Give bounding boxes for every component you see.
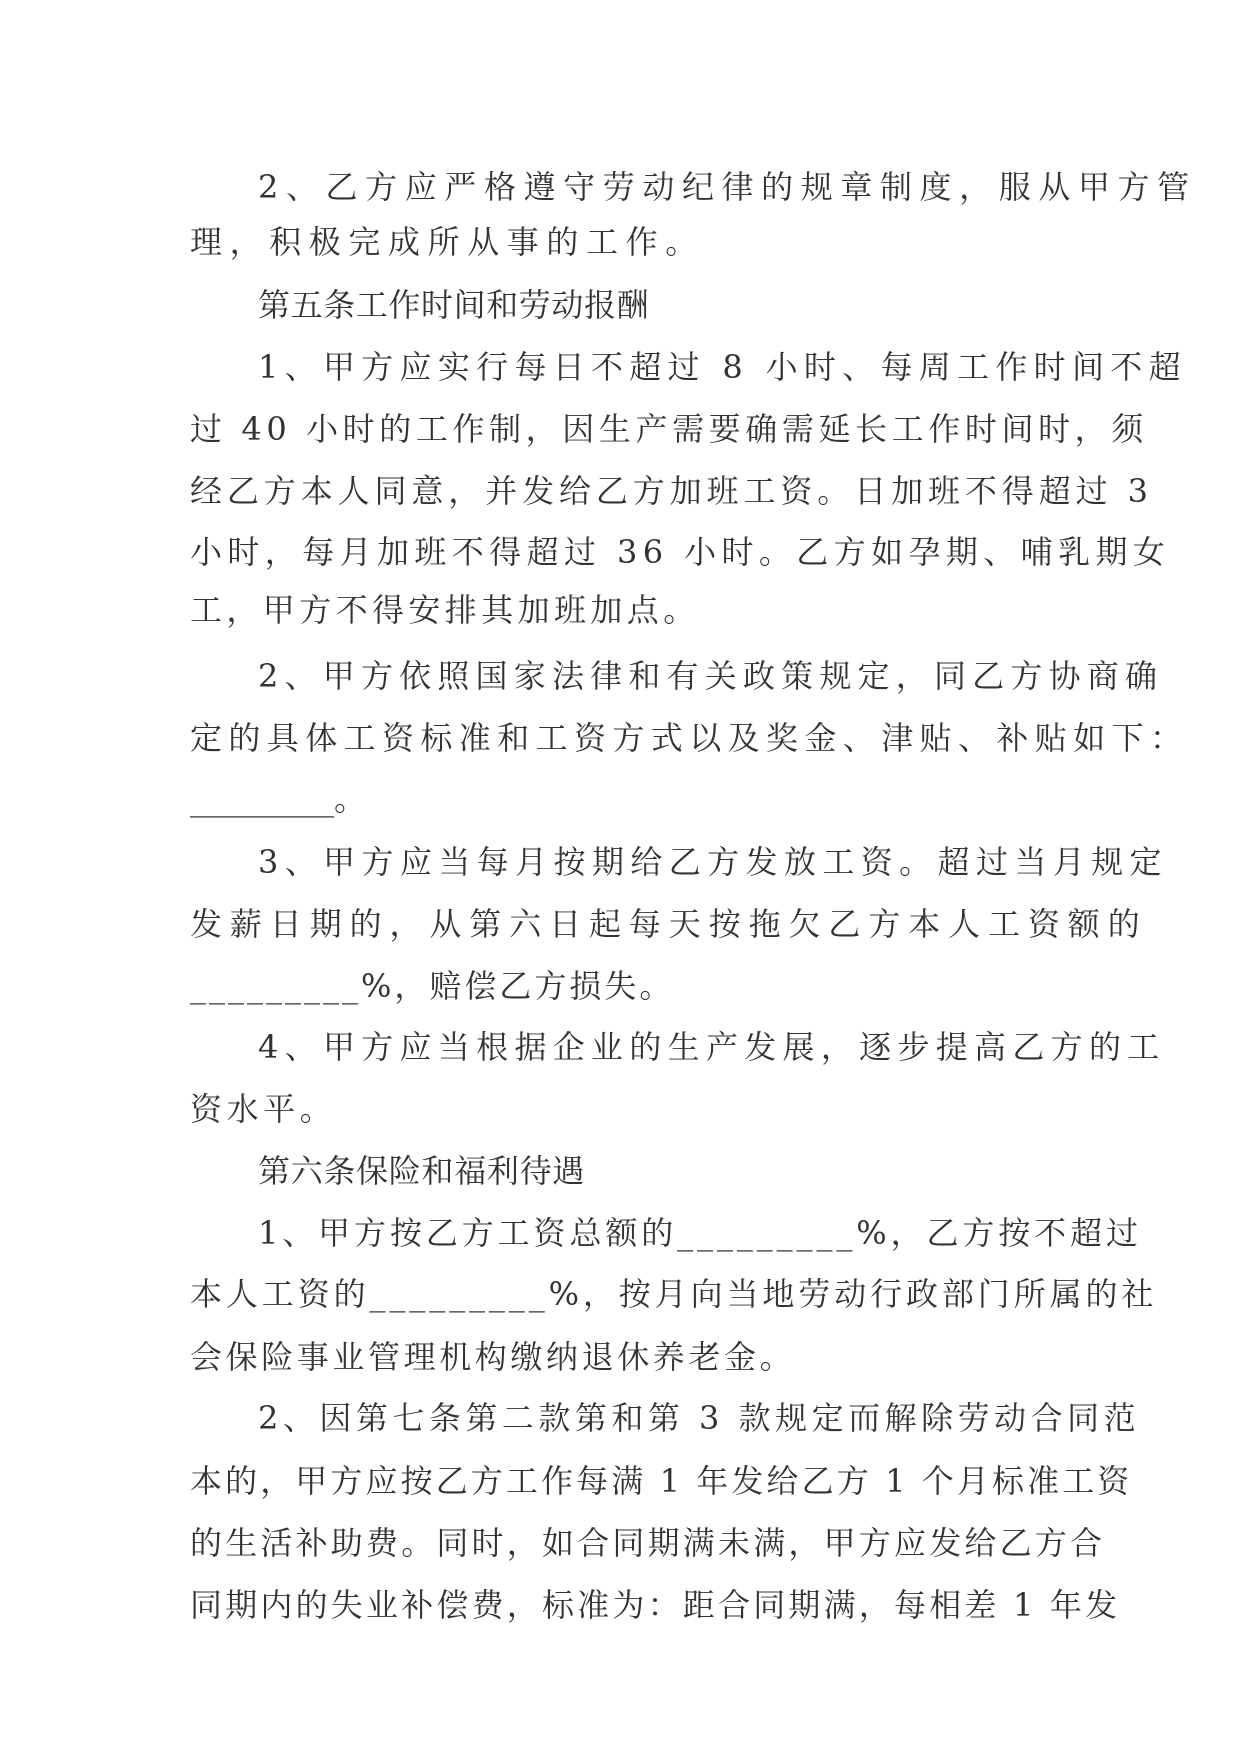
- text-line: 发薪日期的，从第六日起每天按拖欠乙方本人工资额的: [190, 905, 1148, 943]
- section-heading: 第五条工作时间和劳动报酬: [258, 286, 650, 324]
- text-line: _________。: [190, 780, 367, 818]
- text-line: 过 40 小时的工作制，因生产需要确需延长工作时间时，须: [190, 410, 1148, 448]
- text-line: 4、甲方应当根据企业的生产发展，逐步提高乙方的工: [258, 1028, 1166, 1066]
- text-line: 资水平。: [190, 1090, 337, 1128]
- text-line: 小时，每月加班不得超过 36 小时。乙方如孕期、哺乳期女: [190, 533, 1171, 571]
- text-line: 定的具体工资标准和工资方式以及奖金、津贴、补贴如下：: [190, 719, 1189, 757]
- text-line: 经乙方本人同意，并发给乙方加班工资。日加班不得超过 3: [190, 472, 1153, 510]
- section-heading: 第六条保险和福利待遇: [258, 1152, 586, 1190]
- text-line: 会保险事业管理机构缴纳退休养老金。: [190, 1338, 796, 1376]
- text-line: 本的，甲方应按乙方工作每满 1 年发给乙方 1 个月标准工资: [190, 1462, 1133, 1500]
- text-line: 2、乙方应严格遵守劳动纪律的规章制度，服从甲方管: [258, 168, 1197, 206]
- text-line: 2、甲方依照国家法律和有关政策规定，同乙方协商确: [258, 657, 1164, 695]
- text-line: _________%，赔偿乙方损失。: [190, 967, 675, 1005]
- text-line: 2、因第七条第二款第和第 3 款规定而解除劳动合同范: [258, 1399, 1141, 1437]
- text-line: 1、甲方按乙方工资总额的_________%，乙方按不超过: [258, 1214, 1142, 1252]
- text-line: 3、甲方应当每月按期给乙方发放工资。超过当月规定: [258, 843, 1168, 881]
- text-line: 工，甲方不得安排其加班加点。: [190, 591, 700, 629]
- text-line: 1、甲方应实行每日不超过 8 小时、每周工作时间不超: [258, 348, 1187, 386]
- text-line: 的生活补助费。同时，如合同期满未满，甲方应发给乙方合: [190, 1524, 1106, 1562]
- text-line: 同期内的失业补偿费，标准为：距合同期满，每相差 1 年发: [190, 1586, 1121, 1624]
- text-line: 理，积极完成所从事的工作。: [190, 223, 705, 261]
- text-line: 本人工资的_________%，按月向当地劳动行政部门所属的社: [190, 1275, 1158, 1313]
